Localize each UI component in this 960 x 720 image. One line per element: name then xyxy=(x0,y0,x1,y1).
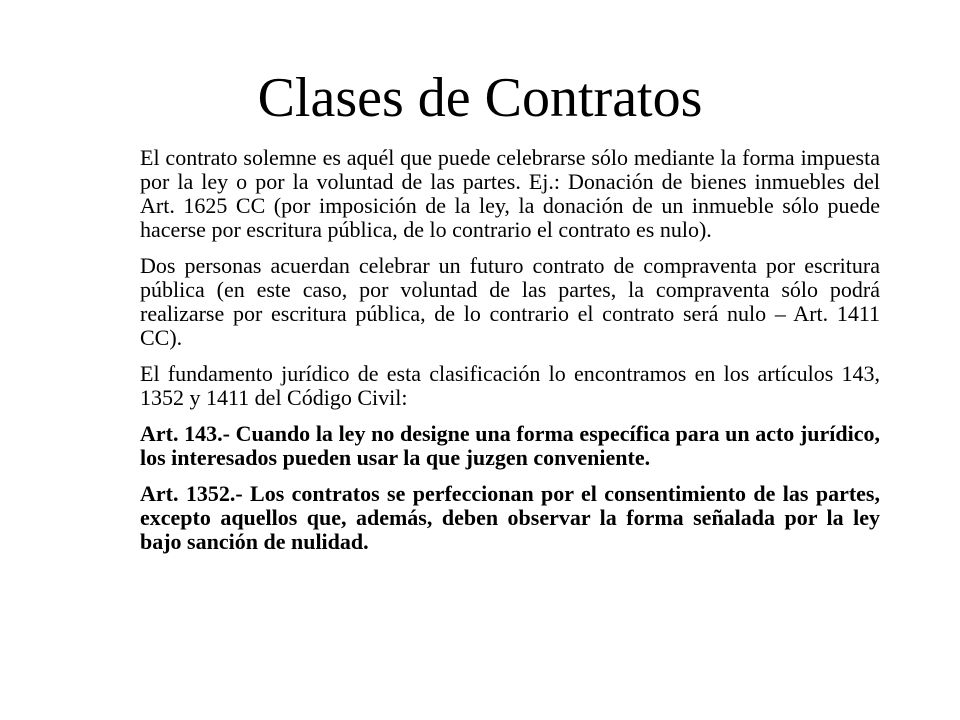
slide-body xyxy=(140,146,880,566)
paragraph-fundamento-juridico: El fundamento jurídico de esta clasificación lo encontramos en los artículos 143, 1352 y 1411 del Código Civil: xyxy=(140,361,880,410)
paragraph-contrato-solemne: El contrato solemne es aquél que puede celebrarse sólo mediante la forma impuesta por la ley o por la voluntad de las partes. Ej.: Donación de bienes inmuebles del Art. 1625 CC (por imposición de la ley, la donación de un inmueble sólo puede hacerse por escritura pública, de lo contrario el contrato es nulo). xyxy=(140,145,880,242)
slide-title: Clases de Contratos xyxy=(257,67,703,129)
paragraph-art-143: Art. 143.- Cuando la ley no designe una forma específica para un acto jurídico, los interesados pueden usar la que juzgen conveniente. xyxy=(140,421,880,470)
paragraph-ejemplo-compraventa: Dos personas acuerdan celebrar un futuro contrato de compraventa por escritura pública (en este caso, por voluntad de las partes, la compraventa sólo podrá realizarse por escritura pública, de lo contrario el contrato será nulo – Art. 1411 CC). xyxy=(140,253,880,350)
paragraph-art-1352: Art. 1352.- Los contratos se perfeccionan por el consentimiento de las partes, excepto aquellos que, además, deben observar la forma señalada por la ley bajo sanción de nulidad. xyxy=(140,481,880,554)
